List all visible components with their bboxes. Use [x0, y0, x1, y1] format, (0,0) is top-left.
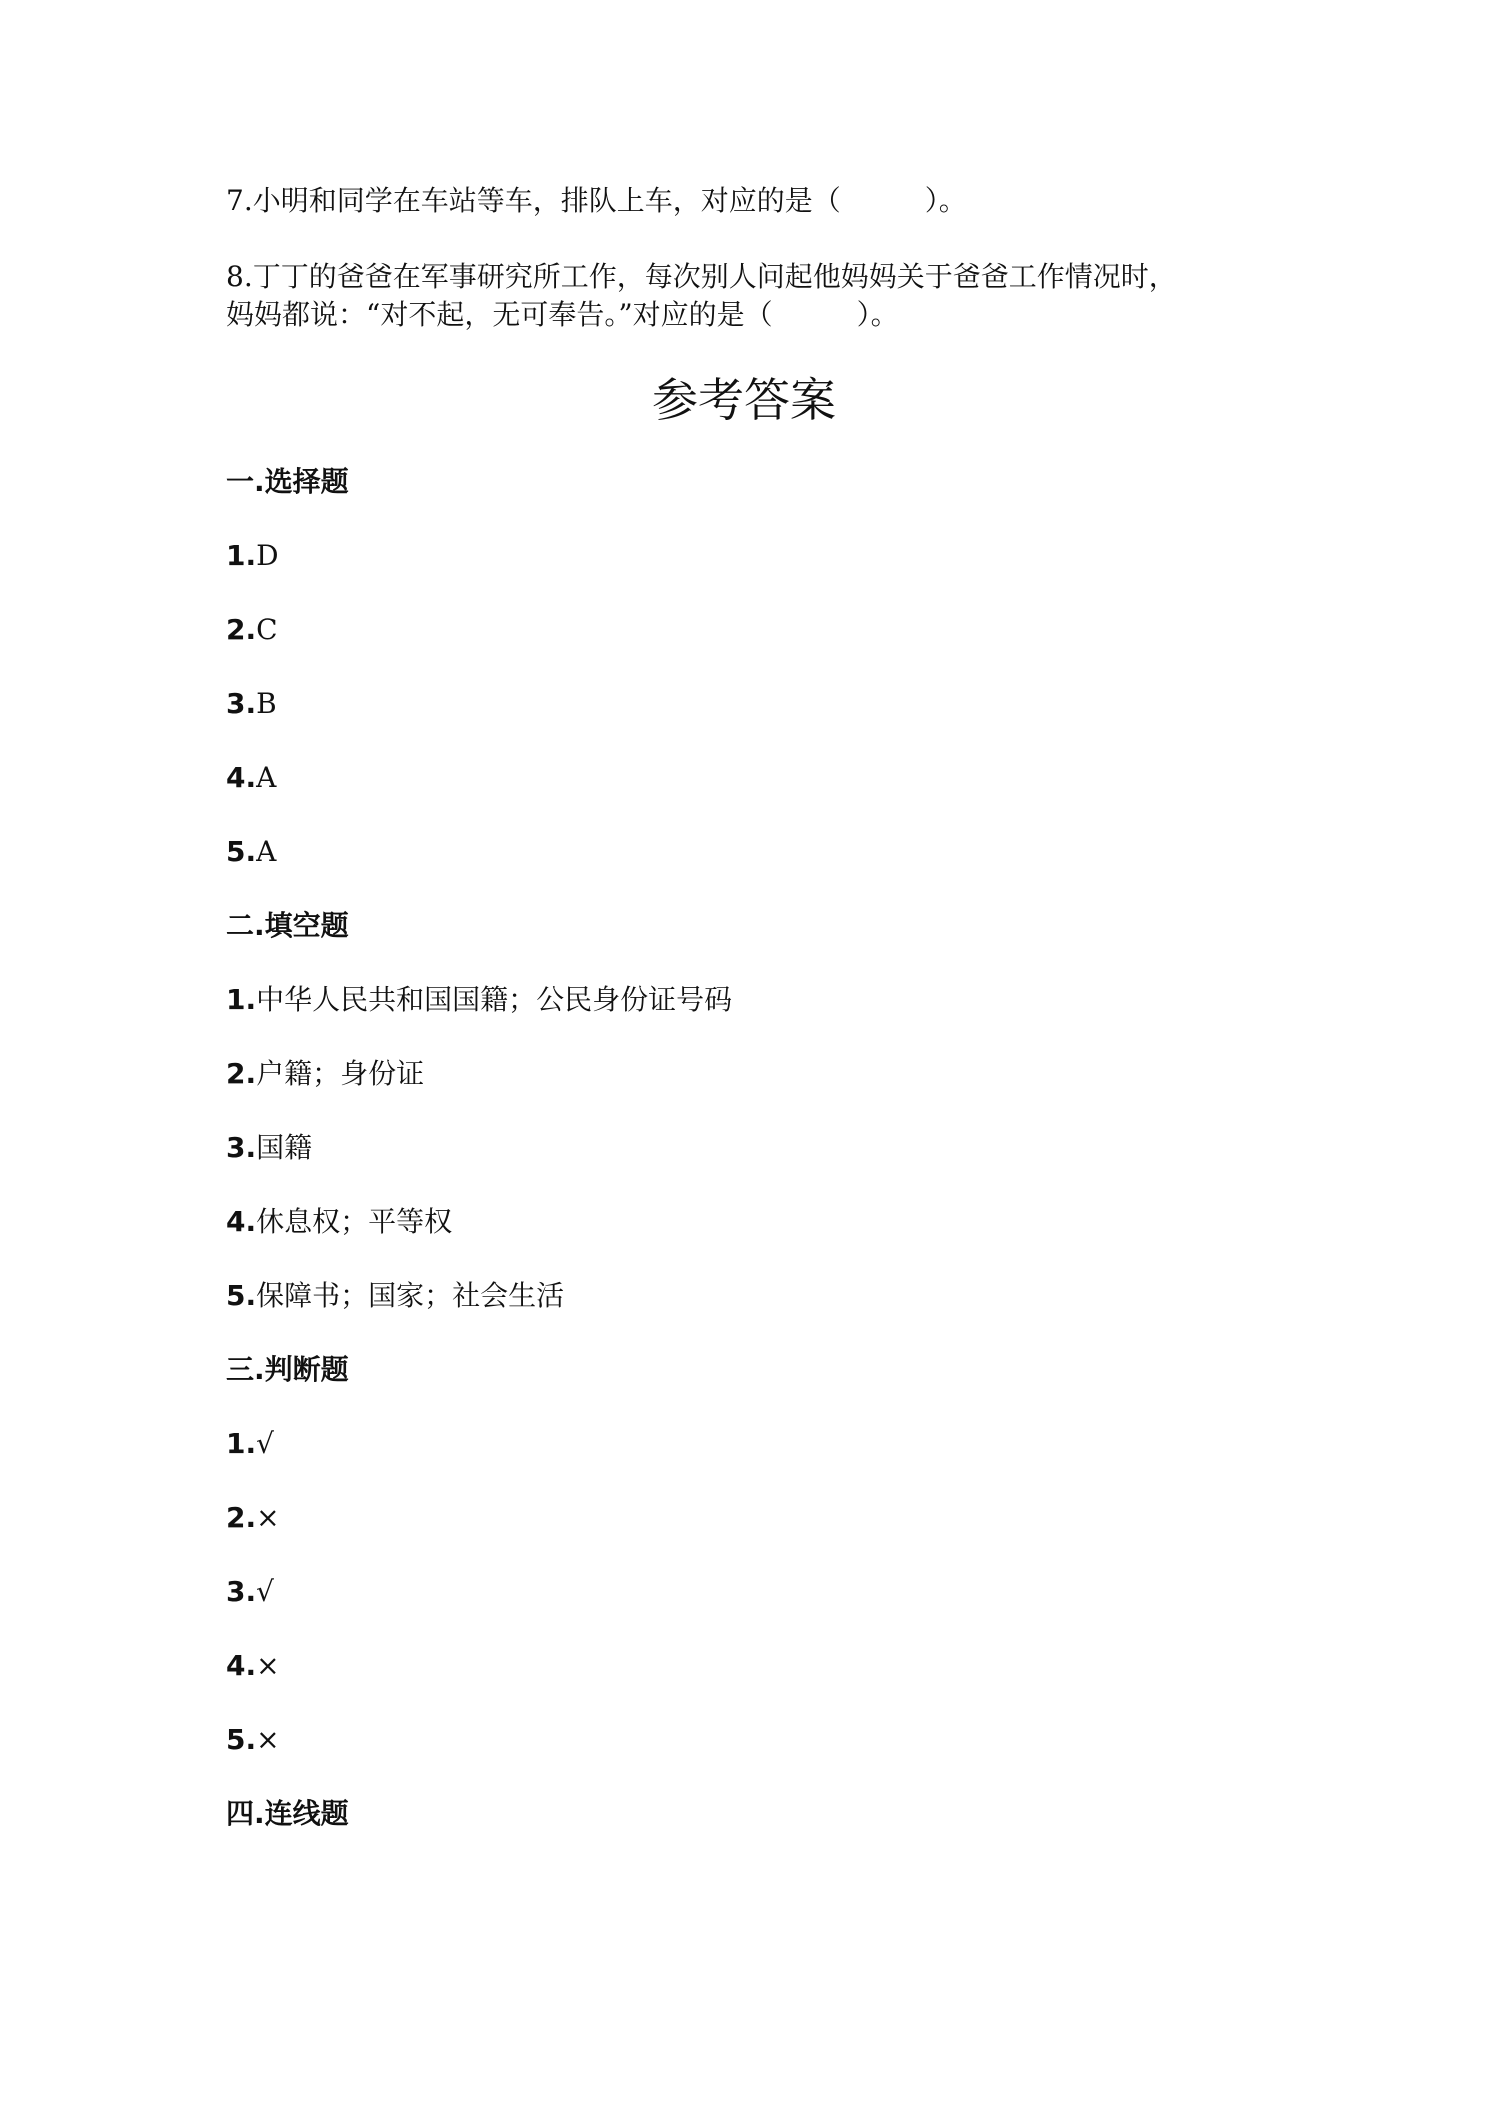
answer-number: 1. — [226, 1427, 257, 1460]
answer-number: 2. — [226, 613, 257, 646]
answer-item — [226, 1129, 312, 1167]
answer-text: √ — [256, 1427, 274, 1460]
section-heading-choice: 一.选择题 — [226, 465, 349, 498]
section-heading-true-false: 三.判断题 — [226, 1353, 349, 1386]
section-heading-fill-blank: 二.填空题 — [226, 909, 349, 942]
answer-item — [226, 1647, 280, 1685]
answer-item — [226, 1425, 274, 1463]
answer-number: 5. — [226, 1279, 257, 1312]
answer-number: 3. — [226, 1575, 257, 1608]
answer-number: 4. — [226, 1205, 257, 1238]
answer-number: 1. — [226, 539, 257, 572]
answer-number: 2. — [226, 1501, 257, 1534]
answer-item — [226, 833, 276, 871]
answer-item — [226, 981, 732, 1019]
answer-item — [226, 759, 276, 797]
answer-item — [226, 537, 279, 575]
answer-text: 中华人民共和国国籍；公民身份证号码 — [256, 983, 733, 1016]
answer-number: 4. — [226, 761, 257, 794]
section-heading-matching: 四.连线题 — [226, 1797, 349, 1830]
answer-text: D — [256, 539, 279, 572]
answers-title: 参考答案 — [652, 373, 836, 427]
answer-item — [226, 1499, 280, 1537]
answer-number: 5. — [226, 1723, 257, 1756]
answer-text: C — [256, 613, 278, 646]
answer-item — [226, 685, 277, 723]
answer-number: 1. — [226, 983, 257, 1016]
answer-text: B — [256, 687, 277, 720]
answer-text: 休息权；平等权 — [256, 1205, 453, 1238]
answer-text: × — [256, 1649, 280, 1682]
answer-number: 4. — [226, 1649, 257, 1682]
answer-item — [226, 611, 278, 649]
question-8-line-1: 8.丁丁的爸爸在军事研究所工作，每次别人问起他妈妈关于爸爸工作情况时， — [226, 260, 1177, 293]
answer-text: A — [256, 761, 277, 794]
answer-item — [226, 1055, 424, 1093]
answer-text: √ — [256, 1575, 274, 1608]
answer-item — [226, 1203, 452, 1241]
answer-text: A — [256, 835, 277, 868]
question-7: 7.小明和同学在车站等车，排队上车，对应的是（ ）。 — [226, 184, 967, 217]
answer-text: × — [256, 1723, 280, 1756]
answer-number: 2. — [226, 1057, 257, 1090]
answer-number: 3. — [226, 687, 257, 720]
answer-item — [226, 1721, 280, 1759]
answer-text: 保障书；国家；社会生活 — [256, 1279, 565, 1312]
answer-number: 3. — [226, 1131, 257, 1164]
answer-number: 5. — [226, 835, 257, 868]
answer-item — [226, 1573, 274, 1611]
answer-item — [226, 1277, 564, 1315]
answer-text: × — [256, 1501, 280, 1534]
answer-text: 国籍 — [256, 1131, 313, 1164]
answer-text: 户籍；身份证 — [256, 1057, 425, 1090]
question-8-line-2: 妈妈都说：“对不起，无可奉告。”对应的是（ ）。 — [226, 298, 899, 331]
